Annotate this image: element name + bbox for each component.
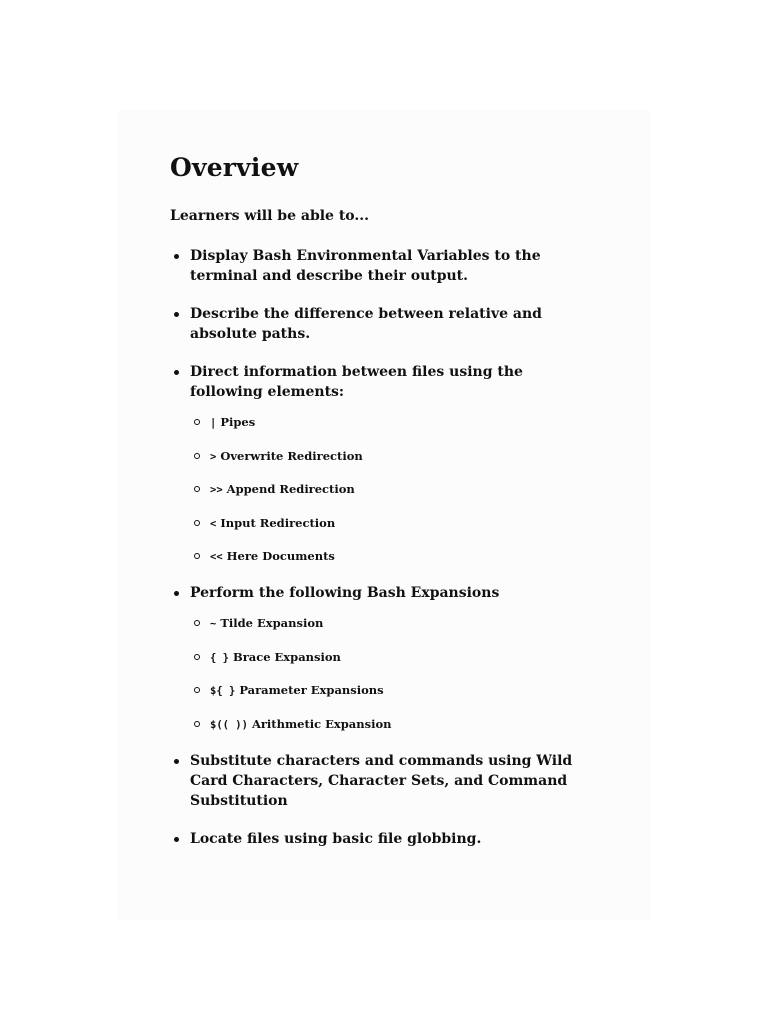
redirection-list [190, 414, 600, 565]
sub-item-label: Overwrite Redirection [220, 448, 363, 463]
sub-item-code: $(( )) [210, 718, 248, 731]
objective-item [170, 751, 600, 811]
bullet-circle-icon [194, 553, 200, 559]
objective-item [170, 362, 600, 565]
bullet-dot-icon [174, 370, 179, 375]
sub-item [190, 481, 600, 498]
sub-item [190, 682, 600, 699]
sub-item-code: > [210, 450, 217, 463]
bullet-circle-icon [194, 453, 200, 459]
bullet-circle-icon [194, 687, 200, 693]
sub-item [190, 515, 600, 532]
objective-text: Substitute characters and commands using Wild Card Characters, Character Sets, and Command Substitution [190, 752, 573, 809]
objective-item [170, 829, 600, 849]
sub-item [190, 548, 600, 565]
sub-item [190, 716, 600, 733]
objective-item [170, 246, 600, 286]
sub-item [190, 615, 600, 632]
sub-item-code: ~ [210, 618, 217, 630]
sub-item-label: Brace Expansion [232, 649, 341, 664]
objective-item [170, 583, 600, 733]
expansions-list [190, 615, 600, 733]
sub-item-code: | [210, 417, 217, 429]
document-page [117, 110, 651, 920]
page-title: Overview [170, 153, 299, 182]
bullet-circle-icon [194, 419, 200, 425]
bullet-circle-icon [194, 620, 200, 626]
intro-text: Learners will be able to... [170, 208, 370, 224]
sub-item-code: << [210, 551, 223, 563]
bullet-circle-icon [194, 520, 200, 526]
sub-item-code: < [210, 517, 217, 530]
sub-item [190, 414, 600, 431]
sub-item-label: Pipes [220, 415, 256, 429]
sub-item-label: Parameter Expansions [239, 683, 384, 697]
bullet-circle-icon [194, 654, 200, 660]
objectives-list [170, 246, 600, 849]
sub-item [190, 649, 600, 666]
bullet-dot-icon [174, 254, 179, 259]
sub-item-code: ${ } [210, 685, 236, 697]
objective-text: Display Bash Environmental Variables to the terminal and describe their output. [190, 248, 541, 284]
sub-item-label: Tilde Expansion [220, 616, 324, 630]
objective-text: Direct information between files using the following elements: [190, 364, 523, 400]
bullet-dot-icon [174, 759, 179, 764]
bullet-dot-icon [174, 591, 179, 596]
bullet-dot-icon [174, 837, 179, 842]
bullet-dot-icon [174, 312, 179, 317]
bullet-circle-icon [194, 486, 200, 492]
sub-item-label: Append Redirection [226, 482, 355, 496]
sub-item-label: Arithmetic Expansion [251, 716, 392, 731]
sub-item-label: Input Redirection [220, 515, 336, 530]
sub-item-code: { } [210, 651, 229, 664]
sub-item-label: Here Documents [226, 549, 335, 563]
objective-text: Perform the following Bash Expansions [190, 585, 500, 601]
bullet-circle-icon [194, 721, 200, 727]
objective-text: Describe the difference between relative and absolute paths. [190, 306, 542, 342]
sub-item [190, 448, 600, 465]
document-content [170, 150, 600, 867]
sub-item-code: >> [210, 484, 223, 496]
objective-text: Locate files using basic file globbing. [190, 830, 482, 847]
objective-item [170, 304, 600, 344]
